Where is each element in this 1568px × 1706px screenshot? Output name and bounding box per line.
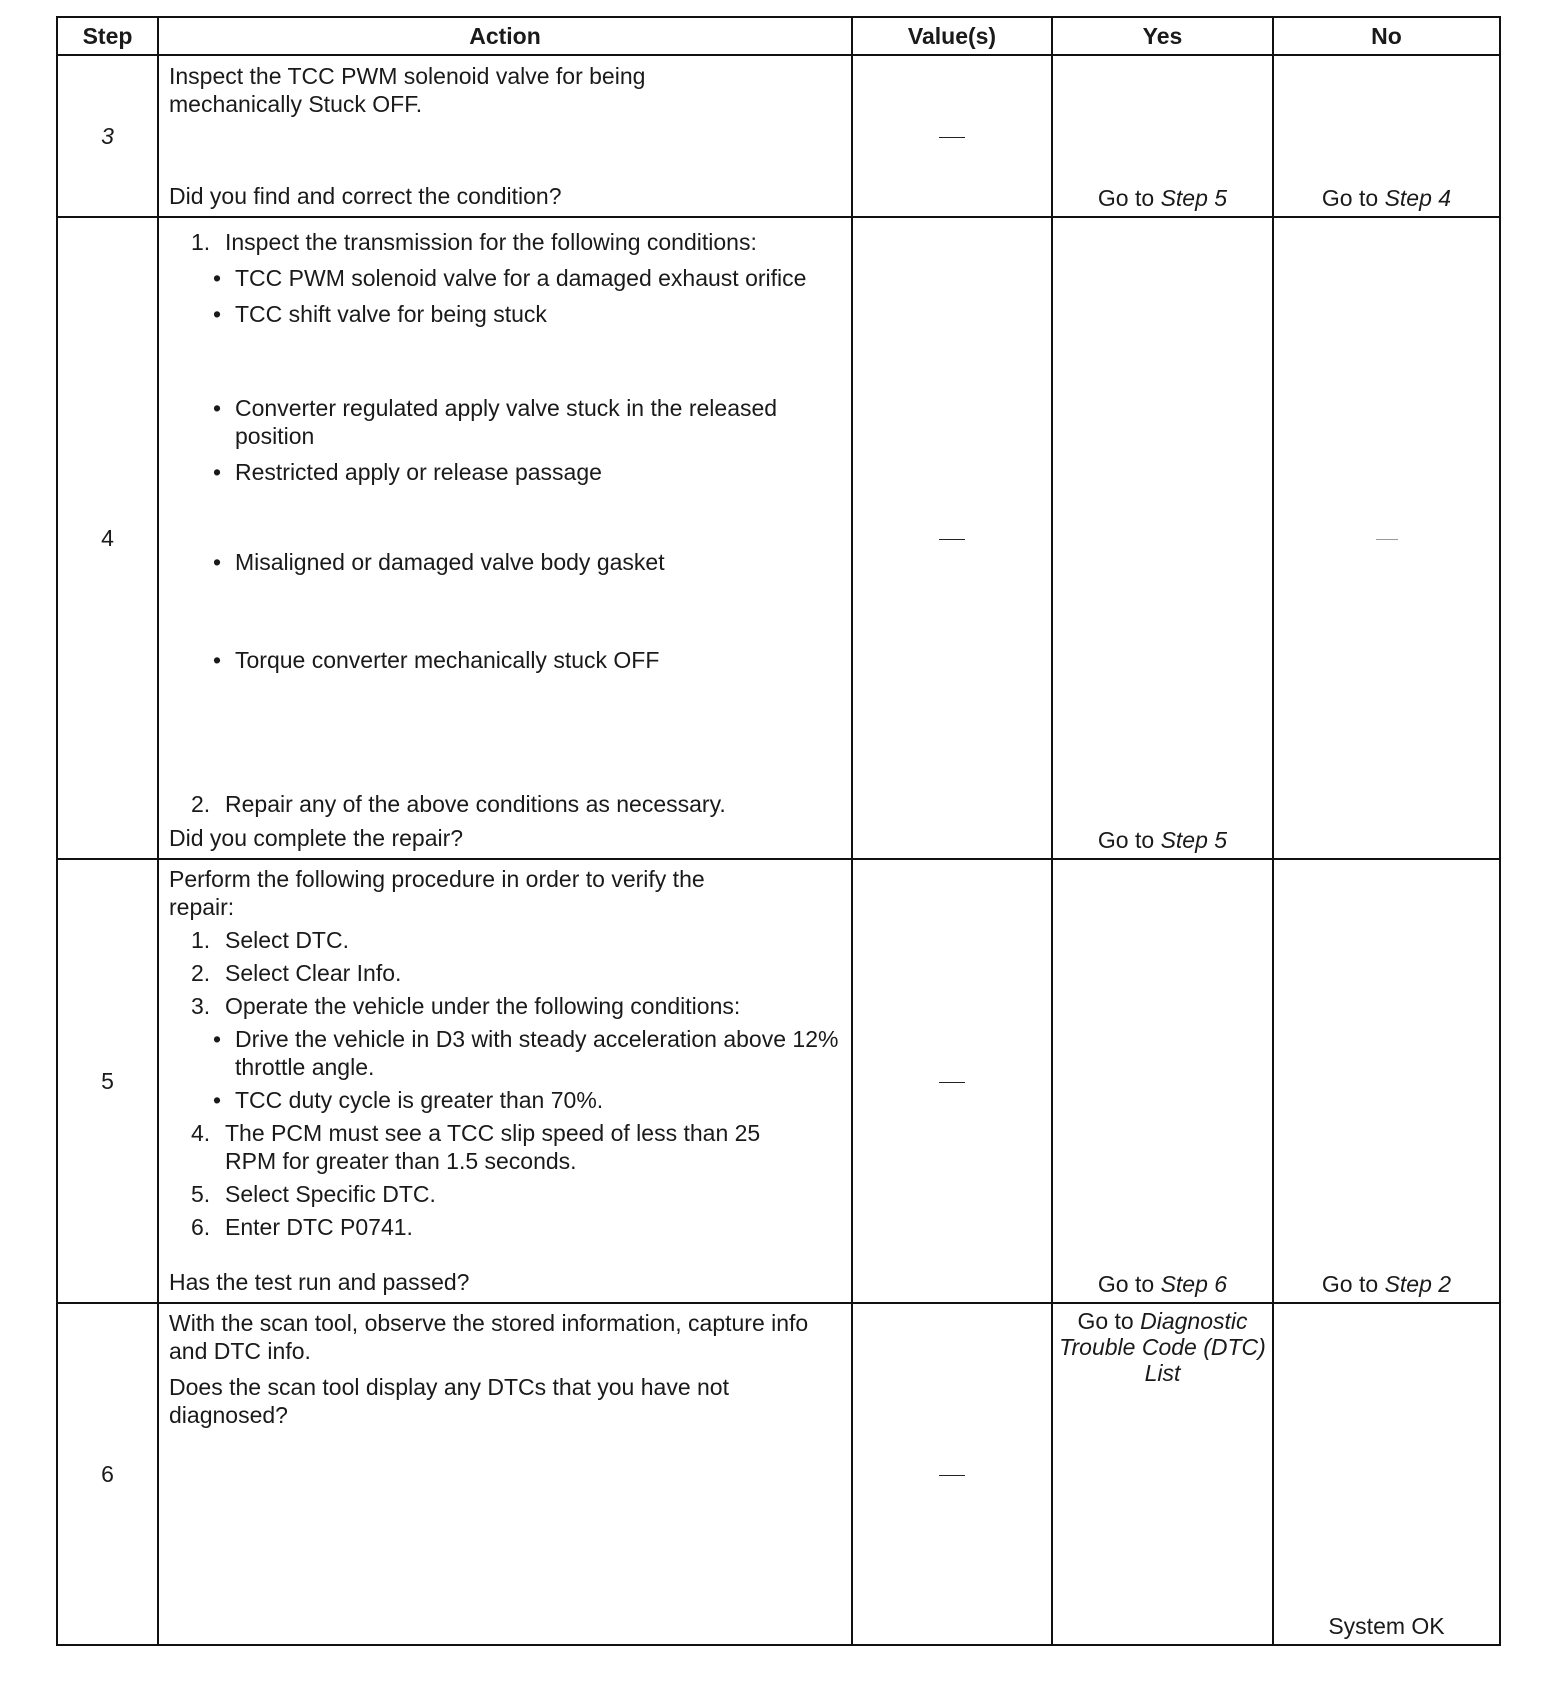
no-goto-step-2[interactable]: Go to Step 2 bbox=[1321, 1271, 1452, 1297]
bullet-item: • Restricted apply or release passage bbox=[213, 459, 602, 485]
step-5-list bbox=[169, 921, 841, 1241]
bullet-item: • Converter regulated apply valve stuck in the released position bbox=[213, 395, 778, 449]
no-dash bbox=[1376, 539, 1398, 540]
header-action: Action bbox=[158, 17, 852, 55]
list-item: 2. Select Clear Info. bbox=[191, 960, 402, 986]
no-cell bbox=[1273, 217, 1500, 859]
value-cell bbox=[852, 859, 1052, 1303]
yes-cell bbox=[1052, 217, 1273, 859]
yes-goto-step-5[interactable]: Go to Step 5 bbox=[1097, 185, 1228, 211]
list-item: 1. Select DTC. bbox=[191, 927, 349, 953]
no-cell bbox=[1273, 1303, 1500, 1645]
yes-cell bbox=[1052, 1303, 1273, 1645]
bullet-item: • Drive the vehicle in D3 with steady acceleration above 12% throttle angle. bbox=[213, 1026, 839, 1080]
action-question: Does the scan tool display any DTCs that you have not diagnosed? bbox=[169, 1374, 729, 1428]
yes-cell bbox=[1052, 859, 1273, 1303]
bullet-item: • TCC duty cycle is greater than 70%. bbox=[213, 1087, 604, 1113]
step-4-list bbox=[169, 224, 841, 674]
action-question: Has the test run and passed? bbox=[169, 1269, 470, 1295]
value-dash bbox=[939, 1475, 965, 1476]
yes-goto-dtc-list[interactable]: Go to Diagnostic Trouble Code (DTC) List bbox=[1059, 1308, 1266, 1386]
yes-goto-step-5[interactable]: Go to Step 5 bbox=[1097, 827, 1228, 853]
list-item: 1. Inspect the transmission for the following conditions: • TCC PWM solenoid valve for a damaged exhaust orifice • TCC shift valve for being stuck • Converter regulated apply valve stuck in the released position • Restricted apply or release passage • Misaligned or damaged valve body gasket • Torque converter mechanically stuck OFF bbox=[169, 228, 841, 674]
no-system-ok: System OK bbox=[1328, 1613, 1445, 1639]
list-item: 5. Select Specific DTC. bbox=[191, 1181, 436, 1207]
header-row bbox=[57, 17, 1500, 55]
header-step: Step bbox=[57, 17, 158, 55]
step-number: 5 bbox=[57, 859, 158, 1303]
list-item: 3. Operate the vehicle under the following conditions: • Drive the vehicle in D3 with steady acceleration above 12% throttle angle. • TCC duty cycle is greater than 70%. bbox=[169, 992, 841, 1114]
bullet-item: • TCC shift valve for being stuck bbox=[213, 301, 547, 327]
diagnostic-document bbox=[56, 16, 1501, 1646]
yes-cell bbox=[1052, 55, 1273, 217]
table-row-step-3 bbox=[57, 55, 1500, 217]
bullet-item: • TCC PWM solenoid valve for a damaged exhaust orifice bbox=[213, 265, 807, 291]
list-item: 4. The PCM must see a TCC slip speed of less than 25 RPM for greater than 1.5 seconds. bbox=[191, 1120, 761, 1174]
list-item: 6. Enter DTC P0741. bbox=[191, 1214, 413, 1240]
step-number: 4 bbox=[57, 217, 158, 859]
action-text: Inspect the TCC PWM solenoid valve for being mechanically Stuck OFF. bbox=[169, 63, 646, 117]
table-row-step-5 bbox=[57, 859, 1500, 1303]
value-dash bbox=[939, 137, 965, 138]
value-dash bbox=[939, 1082, 965, 1083]
diagnostic-table bbox=[56, 16, 1501, 1646]
value-cell bbox=[852, 217, 1052, 859]
no-goto-step-4[interactable]: Go to Step 4 bbox=[1321, 185, 1452, 211]
value-dash bbox=[939, 539, 965, 540]
action-question: Did you find and correct the condition? bbox=[169, 183, 562, 209]
action-cell bbox=[158, 217, 852, 859]
no-cell bbox=[1273, 859, 1500, 1303]
action-intro: Perform the following procedure in order to verify the repair: bbox=[169, 866, 705, 920]
yes-goto-step-6[interactable]: Go to Step 6 bbox=[1097, 1271, 1228, 1297]
action-cell bbox=[158, 859, 852, 1303]
bullet-item: • Torque converter mechanically stuck OFF bbox=[213, 647, 660, 673]
bullet-item: • Misaligned or damaged valve body gasket bbox=[213, 549, 665, 575]
step-number: 3 bbox=[57, 55, 158, 217]
no-cell bbox=[1273, 55, 1500, 217]
header-no: No bbox=[1273, 17, 1500, 55]
header-values: Value(s) bbox=[852, 17, 1052, 55]
action-text: With the scan tool, observe the stored information, capture info and DTC info. bbox=[169, 1310, 809, 1364]
step-number: 6 bbox=[57, 1303, 158, 1645]
action-cell bbox=[158, 55, 852, 217]
action-cell bbox=[158, 1303, 852, 1645]
value-cell bbox=[852, 1303, 1052, 1645]
list-item: 2. Repair any of the above conditions as necessary. bbox=[191, 791, 726, 817]
table-row-step-6 bbox=[57, 1303, 1500, 1645]
step-4-list-tail bbox=[169, 785, 841, 818]
header-yes: Yes bbox=[1052, 17, 1273, 55]
table-row-step-4 bbox=[57, 217, 1500, 859]
action-question: Did you complete the repair? bbox=[169, 825, 464, 851]
value-cell bbox=[852, 55, 1052, 217]
